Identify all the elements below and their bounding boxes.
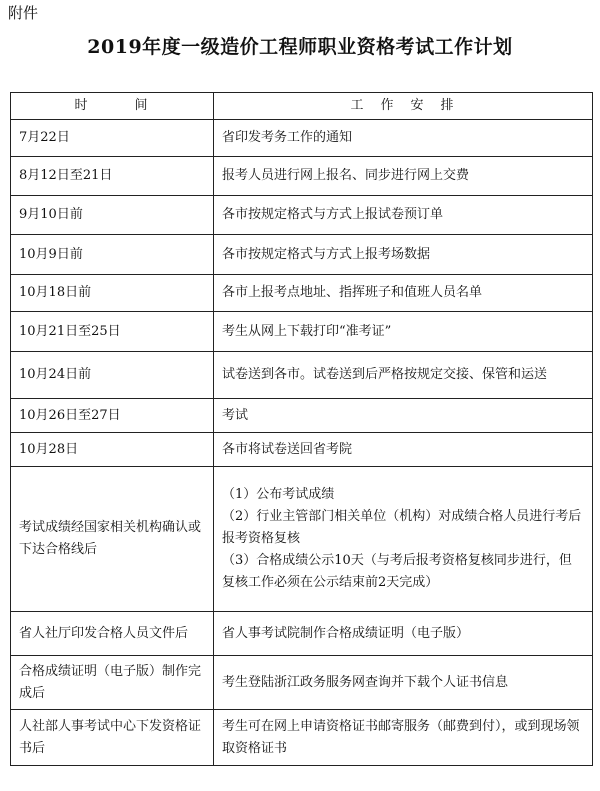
column-header-time: 时 间 bbox=[11, 93, 214, 120]
table-row bbox=[11, 275, 593, 312]
task-item: （2）行业主管部门相关单位（机构）对成绩合格人员进行考后报考资格复核 bbox=[222, 509, 582, 546]
row-time: 9月10日前 bbox=[11, 196, 214, 235]
table-row bbox=[11, 312, 593, 352]
row-time: 合格成绩证明（电子版）制作完成后 bbox=[11, 656, 214, 710]
table-row bbox=[11, 612, 593, 656]
table-row bbox=[11, 120, 593, 157]
row-time: 考试成绩经国家相关机构确认或下达合格线后 bbox=[11, 467, 214, 612]
table-header-row bbox=[11, 93, 593, 120]
table-row bbox=[11, 196, 593, 235]
row-task: 考生登陆浙江政务服务网查询并下载个人证书信息 bbox=[214, 656, 593, 710]
row-task: 各市按规定格式与方式上报试卷预订单 bbox=[214, 196, 593, 235]
row-time: 7月22日 bbox=[11, 120, 214, 157]
row-task: 各市按规定格式与方式上报考场数据 bbox=[214, 235, 593, 275]
row-time: 10月18日前 bbox=[11, 275, 214, 312]
table-row bbox=[11, 352, 593, 399]
row-task: 省人事考试院制作合格成绩证明（电子版） bbox=[214, 612, 593, 656]
row-time: 10月28日 bbox=[11, 433, 214, 467]
row-task: 省印发考务工作的通知 bbox=[214, 120, 593, 157]
row-time: 人社部人事考试中心下发资格证书后 bbox=[11, 710, 214, 766]
row-time: 8月12日至21日 bbox=[11, 157, 214, 196]
table-row bbox=[11, 710, 593, 766]
row-time: 10月26日至27日 bbox=[11, 399, 214, 433]
table-row bbox=[11, 467, 593, 612]
schedule-table bbox=[10, 92, 593, 766]
row-time: 10月21日至25日 bbox=[11, 312, 214, 352]
page-title: 2019年度一级造价工程师职业资格考试工作计划 bbox=[87, 36, 513, 58]
column-header-task: 工 作 安 排 bbox=[214, 93, 593, 120]
task-item: （1）公布考试成绩 bbox=[222, 487, 335, 502]
row-task: 考生可在网上申请资格证书邮寄服务（邮费到付），或到现场领取资格证书 bbox=[214, 710, 593, 766]
task-item: （3）合格成绩公示10天（与考后报考资格复核同步进行，但复核工作必须在公示结束前2天完成） bbox=[222, 553, 572, 590]
table-row bbox=[11, 433, 593, 467]
row-task: 考试 bbox=[214, 399, 593, 433]
table-row bbox=[11, 235, 593, 275]
row-time: 省人社厅印发合格人员文件后 bbox=[11, 612, 214, 656]
table-row bbox=[11, 399, 593, 433]
row-time: 10月24日前 bbox=[11, 352, 214, 399]
attachment-label: 附件 bbox=[8, 4, 39, 22]
row-task bbox=[214, 467, 593, 612]
row-task: 各市将试卷送回省考院 bbox=[214, 433, 593, 467]
row-task: 试卷送到各市。试卷送到后严格按规定交接、保管和运送 bbox=[214, 352, 593, 399]
row-task: 各市上报考点地址、指挥班子和值班人员名单 bbox=[214, 275, 593, 312]
table-row bbox=[11, 656, 593, 710]
row-task: 考生从网上下载打印“准考证” bbox=[214, 312, 593, 352]
row-time: 10月9日前 bbox=[11, 235, 214, 275]
row-task: 报考人员进行网上报名、同步进行网上交费 bbox=[214, 157, 593, 196]
table-row bbox=[11, 157, 593, 196]
